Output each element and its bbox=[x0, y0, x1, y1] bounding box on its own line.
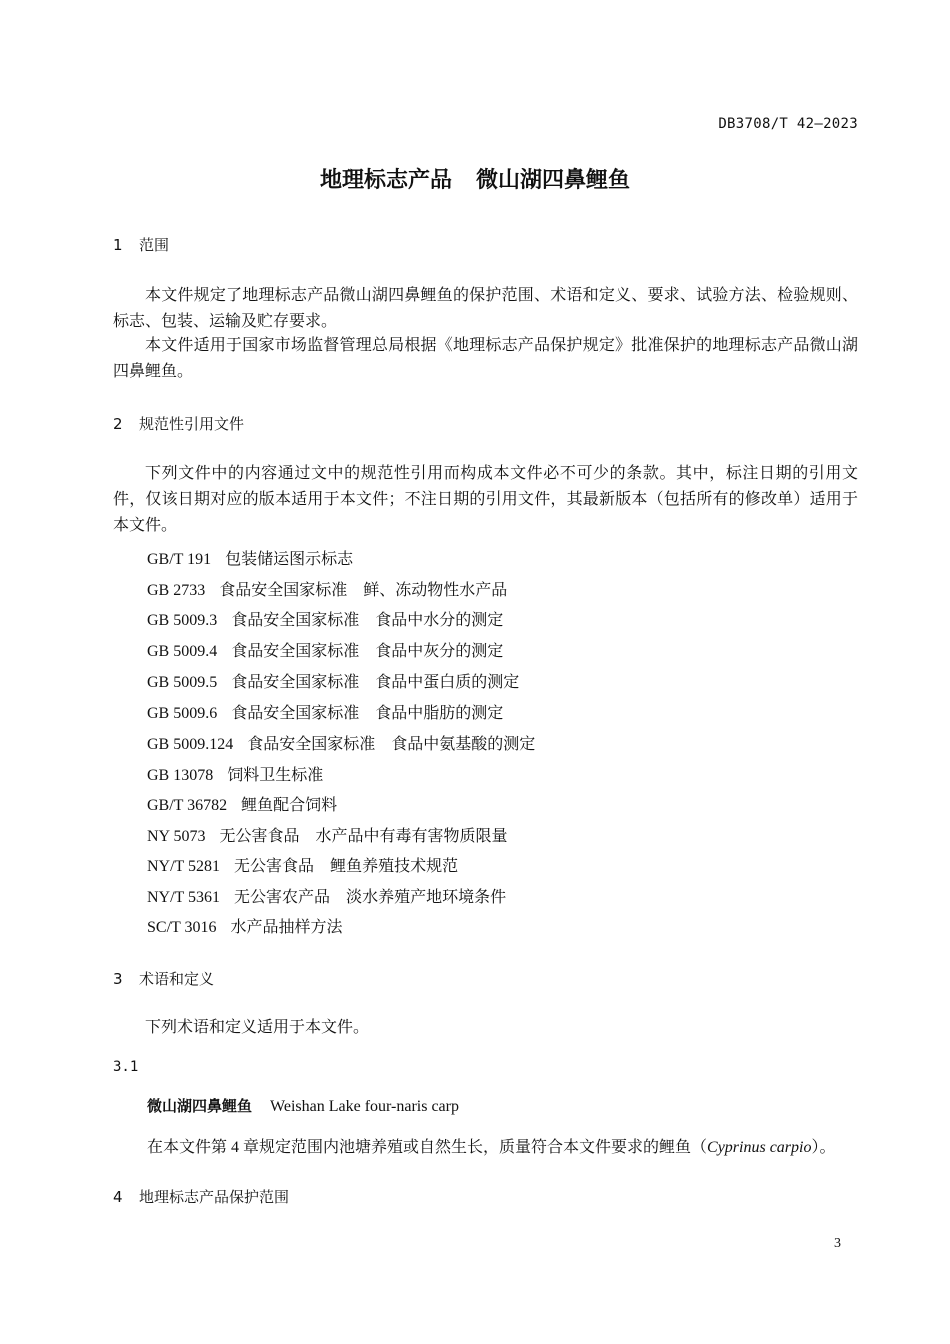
reference-title: 食品安全国家标准 bbox=[231, 612, 360, 629]
reference-title: 无公害食品 bbox=[219, 828, 300, 845]
section-title: 术语和定义 bbox=[139, 970, 215, 988]
reference-code: GB/T 36782 bbox=[147, 797, 228, 814]
section-number: 4 bbox=[113, 1188, 123, 1206]
reference-item bbox=[147, 669, 519, 692]
reference-code: NY/T 5361 bbox=[147, 889, 221, 906]
document-number: DB3708/T 42—2023 bbox=[718, 116, 858, 132]
reference-item bbox=[147, 700, 503, 723]
section-number: 2 bbox=[113, 415, 123, 433]
references-intro: 下列文件中的内容通过文中的规范性引用而构成本文件必不可少的条款。其中，标注日期的引用文件，仅该日期对应的版本适用于本文件；不注日期的引用文件，其最新版本（包括所有的修改单）适用于本文件。 bbox=[113, 465, 858, 534]
title-part-1: 地理标志产品 bbox=[319, 168, 452, 193]
term-definition bbox=[147, 1134, 835, 1157]
reference-title: 食品安全国家标准 bbox=[231, 643, 360, 660]
section-number: 1 bbox=[113, 236, 123, 254]
reference-item bbox=[147, 884, 506, 907]
reference-code: NY 5073 bbox=[147, 828, 206, 845]
reference-item bbox=[147, 638, 503, 661]
reference-subtitle: 食品中水分的测定 bbox=[375, 612, 504, 629]
terms-intro: 下列术语和定义适用于本文件。 bbox=[145, 1019, 370, 1036]
section-title: 地理标志产品保护范围 bbox=[139, 1188, 290, 1206]
definition-latin-name: Cyprinus carpio bbox=[707, 1139, 812, 1156]
scope-paragraph-1: 本文件规定了地理标志产品微山湖四鼻鲤鱼的保护范围、术语和定义、要求、试验方法、检验规则、标志、包装、运输及贮存要求。 bbox=[113, 287, 858, 330]
reference-code: SC/T 3016 bbox=[147, 919, 217, 936]
reference-item bbox=[147, 823, 508, 846]
reference-code: GB 13078 bbox=[147, 767, 214, 784]
reference-subtitle: 水产品中有毒有害物质限量 bbox=[315, 828, 508, 845]
reference-code: GB 5009.124 bbox=[147, 736, 234, 753]
reference-subtitle: 食品中脂肪的测定 bbox=[375, 705, 504, 722]
reference-subtitle: 食品中蛋白质的测定 bbox=[375, 674, 520, 691]
reference-title: 食品安全国家标准 bbox=[247, 736, 376, 753]
reference-subtitle: 食品中氨基酸的测定 bbox=[391, 736, 536, 753]
scope-paragraph-2: 本文件适用于国家市场监督管理总局根据《地理标志产品保护规定》批准保护的地理标志产品微山湖四鼻鲤鱼。 bbox=[113, 337, 858, 380]
reference-subtitle: 鲜、冻动物性水产品 bbox=[363, 582, 508, 599]
reference-item bbox=[147, 577, 507, 600]
reference-code: GB 5009.6 bbox=[147, 705, 218, 722]
reference-item bbox=[147, 731, 535, 754]
reference-item bbox=[147, 792, 353, 815]
definition-text-end: ）。 bbox=[811, 1139, 836, 1156]
section-title: 范围 bbox=[139, 236, 170, 254]
term-entry bbox=[147, 1095, 459, 1116]
reference-subtitle: 淡水养殖产地环境条件 bbox=[346, 889, 507, 906]
reference-title: 水产品抽样方法 bbox=[230, 919, 343, 936]
reference-title: 食品安全国家标准 bbox=[231, 674, 360, 691]
reference-title: 鲤鱼配合饲料 bbox=[241, 797, 338, 814]
section-3-heading bbox=[113, 968, 214, 989]
reference-code: GB 5009.5 bbox=[147, 674, 218, 691]
reference-item bbox=[147, 762, 339, 785]
reference-code: GB 5009.4 bbox=[147, 643, 218, 660]
term-english: Weishan Lake four-naris carp bbox=[270, 1098, 459, 1115]
reference-code: GB 5009.3 bbox=[147, 612, 218, 629]
reference-item bbox=[147, 607, 503, 630]
section-4-heading bbox=[113, 1186, 289, 1207]
term-chinese: 微山湖四鼻鲤鱼 bbox=[147, 1097, 253, 1115]
term-number: 3.1 bbox=[113, 1059, 139, 1075]
reference-title: 包装储运图示标志 bbox=[225, 551, 354, 568]
section-1-heading bbox=[113, 234, 169, 255]
reference-subtitle: 鲤鱼养殖技术规范 bbox=[330, 858, 459, 875]
section-2-heading bbox=[113, 413, 244, 434]
reference-code: GB 2733 bbox=[147, 582, 206, 599]
reference-title: 食品安全国家标准 bbox=[231, 705, 360, 722]
section-number: 3 bbox=[113, 970, 123, 988]
reference-item bbox=[147, 853, 458, 876]
page-number: 3 bbox=[834, 1236, 841, 1251]
page-title bbox=[0, 163, 950, 194]
reference-subtitle: 食品中灰分的测定 bbox=[375, 643, 504, 660]
reference-item bbox=[147, 914, 359, 937]
reference-title: 无公害食品 bbox=[234, 858, 315, 875]
reference-title: 无公害农产品 bbox=[234, 889, 331, 906]
reference-code: NY/T 5281 bbox=[147, 858, 221, 875]
section-title: 规范性引用文件 bbox=[139, 415, 245, 433]
reference-code: GB/T 191 bbox=[147, 551, 212, 568]
definition-text: 在本文件第 4 章规定范围内池塘养殖或自然生长，质量符合本文件要求的鲤鱼（ bbox=[147, 1139, 708, 1156]
title-part-2: 微山湖四鼻鲤鱼 bbox=[476, 168, 631, 193]
reference-title: 食品安全国家标准 bbox=[219, 582, 348, 599]
reference-item bbox=[147, 546, 369, 569]
reference-title: 饲料卫生标准 bbox=[227, 767, 324, 784]
